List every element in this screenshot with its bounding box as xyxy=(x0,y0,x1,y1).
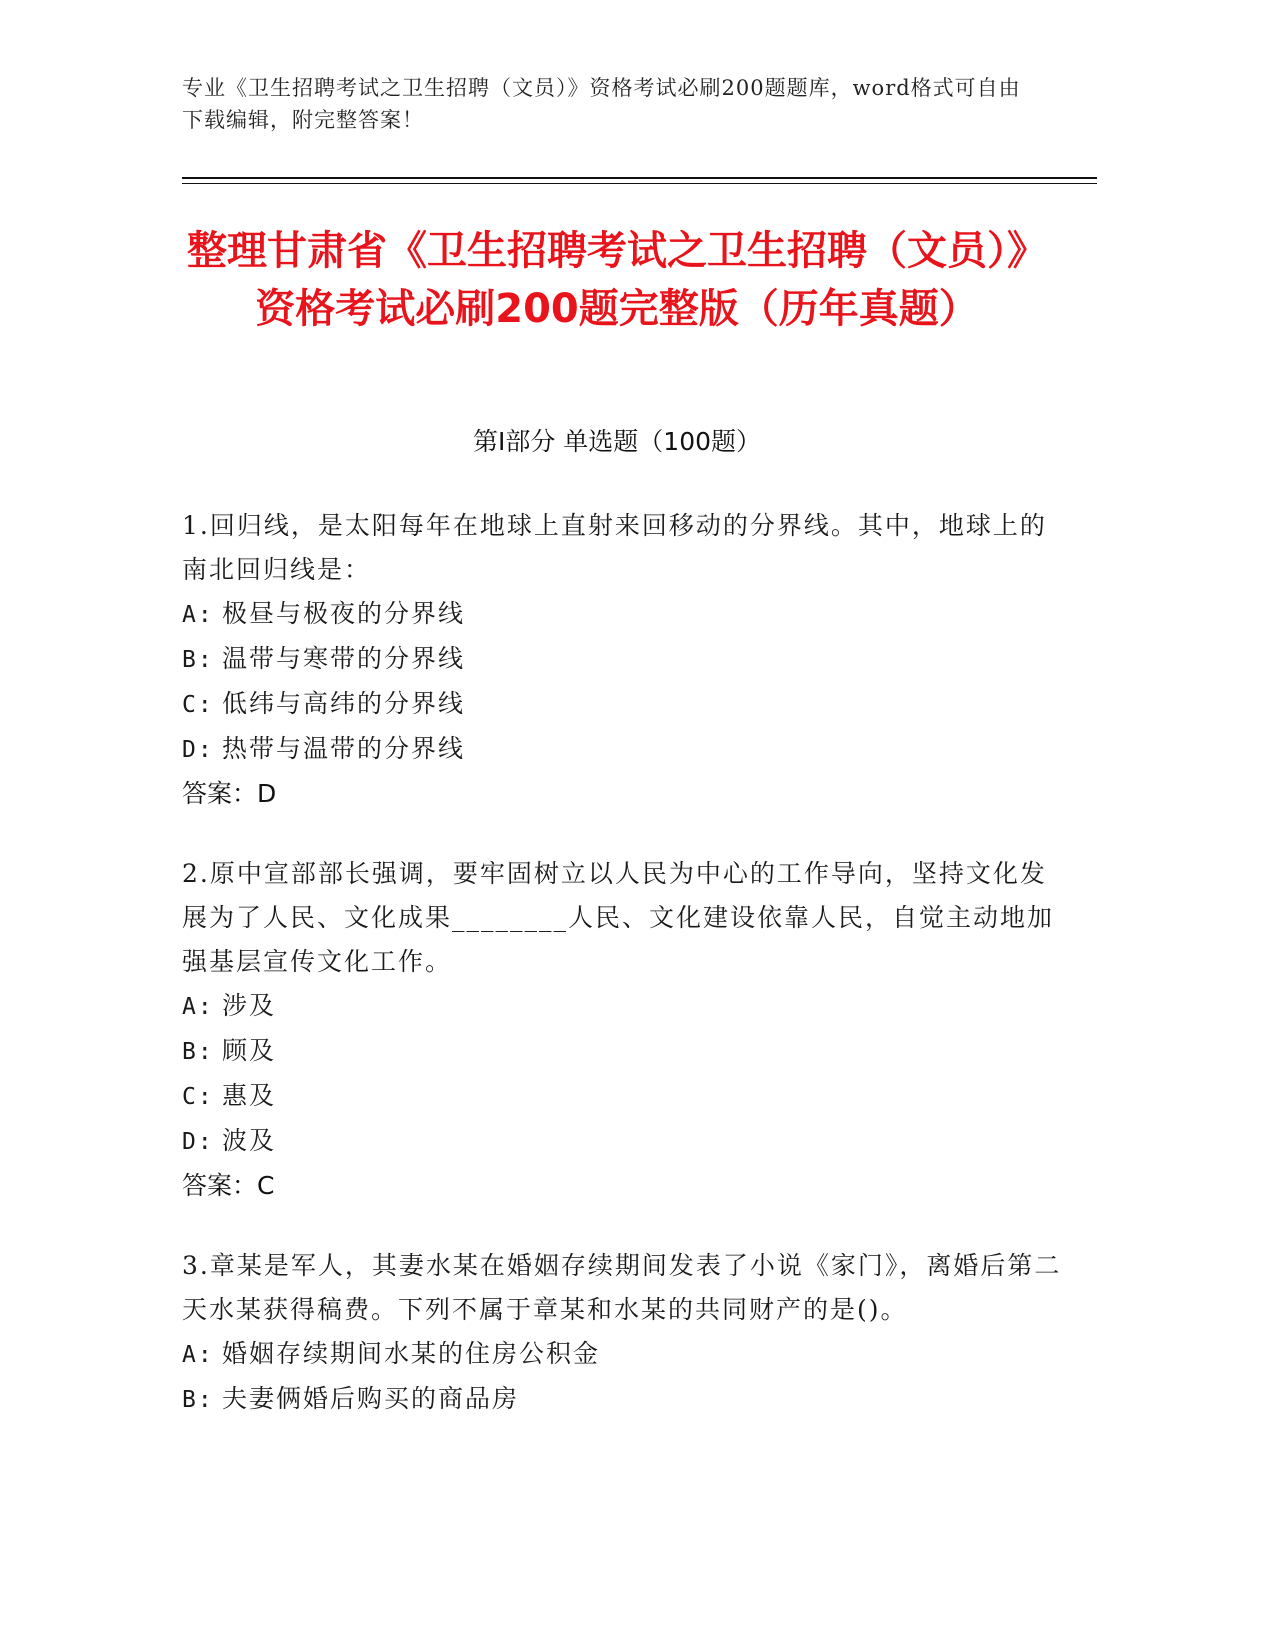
option-d xyxy=(182,1119,1062,1164)
option-text: 极昼与极夜的分界线 xyxy=(222,599,466,628)
option-d xyxy=(182,727,1062,772)
question-3 xyxy=(182,1244,1062,1422)
answer-line xyxy=(182,1164,1062,1208)
option-letter: B: xyxy=(182,1387,214,1413)
question-stem: 3.章某是军人，其妻水某在婚姻存续期间发表了小说《家门》，离婚后第二天水某获得稿费。下列不属于章某和水某的共同财产的是()。 xyxy=(182,1251,1062,1324)
option-text: 惠及 xyxy=(222,1081,277,1110)
question-stem: 1.回归线，是太阳每年在地球上直射来回移动的分界线。其中，地球上的南北回归线是： xyxy=(182,511,1047,584)
header-note: 专业《卫生招聘考试之卫生招聘（文员）》资格考试必刷200题题库，word格式可自由下载编辑，附完整答案！ xyxy=(182,76,1021,132)
option-text: 夫妻俩婚后购买的商品房 xyxy=(222,1384,520,1413)
answer-line xyxy=(182,772,1062,816)
option-letter: A: xyxy=(182,994,214,1020)
answer-value: D xyxy=(257,779,277,808)
option-letter: D: xyxy=(182,737,214,763)
option-c xyxy=(182,682,1062,727)
option-text: 低纬与高纬的分界线 xyxy=(222,689,466,718)
option-a xyxy=(182,592,1062,637)
option-text: 热带与温带的分界线 xyxy=(222,734,466,763)
option-text: 温带与寒带的分界线 xyxy=(222,644,466,673)
option-letter: A: xyxy=(182,602,214,628)
answer-value: C xyxy=(257,1171,275,1200)
question-stem: 2.原中宣部部长强调，要牢固树立以人民为中心的工作导向，坚持文化发展为了人民、文化成果________人民、文化建设依靠人民，自觉主动地加强基层宣传文化工作。 xyxy=(182,859,1055,976)
option-text: 涉及 xyxy=(222,991,277,1020)
option-letter: A: xyxy=(182,1342,214,1368)
answer-label: 答案： xyxy=(182,779,258,808)
option-b xyxy=(182,637,1062,682)
option-letter: B: xyxy=(182,647,214,673)
option-letter: D: xyxy=(182,1129,214,1155)
question-2 xyxy=(182,852,1062,1208)
header-divider-thick xyxy=(182,177,1097,179)
option-letter: C: xyxy=(182,692,214,718)
section-heading: 第I部分 单选题（100题） xyxy=(472,427,762,456)
option-a xyxy=(182,1332,1062,1377)
option-text: 婚姻存续期间水某的住房公积金 xyxy=(222,1339,601,1368)
option-c xyxy=(182,1074,1062,1119)
question-1 xyxy=(182,504,1062,816)
option-a xyxy=(182,984,1062,1029)
option-b xyxy=(182,1029,1062,1074)
option-text: 波及 xyxy=(222,1126,277,1155)
option-text: 顾及 xyxy=(222,1036,277,1065)
option-b xyxy=(182,1377,1062,1422)
answer-label: 答案： xyxy=(182,1171,258,1200)
header-divider-thin xyxy=(182,183,1097,184)
option-letter: B: xyxy=(182,1039,214,1065)
option-letter: C: xyxy=(182,1084,214,1110)
document-title: 整理甘肃省《卫生招聘考试之卫生招聘（文员）》资格考试必刷200题完整版（历年真题） xyxy=(187,228,1047,332)
